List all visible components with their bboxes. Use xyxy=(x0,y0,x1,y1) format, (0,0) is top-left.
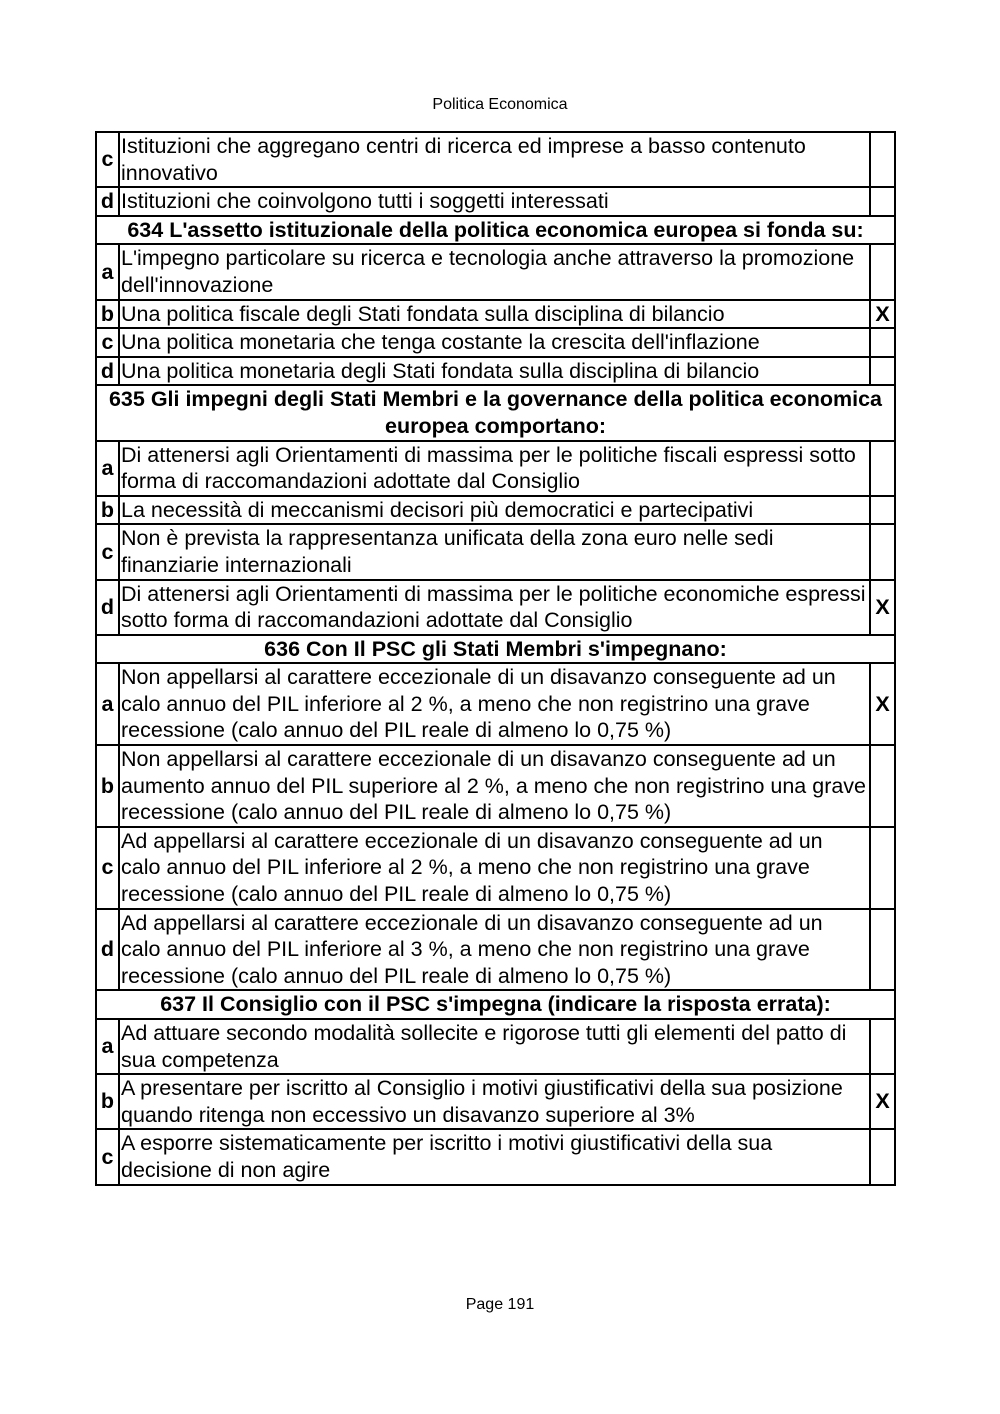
page-header: Politica Economica xyxy=(432,96,568,113)
answer-text: Non appellarsi al carattere eccezionale di un disavanzo conseguente ad un calo annuo del PIL inferiore al 2 %, a meno che non registrino una grave recessione (calo annuo del PIL reale di almeno lo 0,75 %) xyxy=(119,663,870,745)
answer-text: A presentare per iscritto al Consiglio i motivi giustificativi della sua posizione quando ritenga non eccessivo un disavanzo superiore al 3% xyxy=(119,1074,870,1129)
answer-letter: b xyxy=(96,745,119,827)
answer-text: Una politica monetaria degli Stati fondata sulla disciplina di bilancio xyxy=(119,357,870,386)
question-row xyxy=(96,990,895,1019)
answer-row xyxy=(96,580,895,635)
answer-letter: c xyxy=(96,328,119,357)
question-text: 637 Il Consiglio con il PSC s'impegna (indicare la risposta errata): xyxy=(96,990,895,1019)
page-number: Page 191 xyxy=(465,1296,535,1313)
question-row xyxy=(96,216,895,245)
answer-row xyxy=(96,663,895,745)
answer-letter: d xyxy=(96,580,119,635)
quiz-table-body xyxy=(96,132,895,1185)
answer-text: Ad appellarsi al carattere eccezionale di un disavanzo conseguente ad un calo annuo del PIL inferiore al 3 %, a meno che non registrino una grave recessione (calo annuo del PIL reale di almeno lo 0,75 %) xyxy=(119,909,870,991)
answer-mark xyxy=(870,132,895,187)
answer-letter: b xyxy=(96,496,119,525)
answer-letter: d xyxy=(96,187,119,216)
answer-mark xyxy=(870,524,895,579)
answer-mark: X xyxy=(870,300,895,329)
answer-row xyxy=(96,244,895,299)
answer-row xyxy=(96,909,895,991)
answer-letter: b xyxy=(96,300,119,329)
answer-row xyxy=(96,300,895,329)
answer-row xyxy=(96,1129,895,1184)
answer-row xyxy=(96,1019,895,1074)
answer-letter: d xyxy=(96,357,119,386)
answer-text: Una politica fiscale degli Stati fondata sulla disciplina di bilancio xyxy=(119,300,870,329)
answer-mark xyxy=(870,244,895,299)
answer-row xyxy=(96,328,895,357)
question-text: 635 Gli impegni degli Stati Membri e la governance della politica economica europea comportano: xyxy=(96,385,895,440)
answer-mark: X xyxy=(870,1074,895,1129)
answer-mark xyxy=(870,909,895,991)
answer-mark xyxy=(870,827,895,909)
answer-text: Istituzioni che coinvolgono tutti i soggetti interessati xyxy=(119,187,870,216)
answer-text: Ad appellarsi al carattere eccezionale di un disavanzo conseguente ad un calo annuo del PIL inferiore al 2 %, a meno che non registrino una grave recessione (calo annuo del PIL reale di almeno lo 0,75 %) xyxy=(119,827,870,909)
answer-letter: c xyxy=(96,827,119,909)
answer-letter: d xyxy=(96,909,119,991)
question-text: 636 Con Il PSC gli Stati Membri s'impegnano: xyxy=(96,635,895,664)
answer-letter: a xyxy=(96,441,119,496)
answer-letter: c xyxy=(96,1129,119,1184)
answer-mark xyxy=(870,357,895,386)
question-row xyxy=(96,635,895,664)
answer-letter: a xyxy=(96,244,119,299)
answer-row xyxy=(96,132,895,187)
quiz-table xyxy=(95,131,896,1186)
answer-text: A esporre sistematicamente per iscritto i motivi giustificativi della sua decisione di non agire xyxy=(119,1129,870,1184)
answer-mark xyxy=(870,187,895,216)
answer-row xyxy=(96,357,895,386)
answer-text: L'impegno particolare su ricerca e tecnologia anche attraverso la promozione dell'innovazione xyxy=(119,244,870,299)
answer-text: Ad attuare secondo modalità sollecite e rigorose tutti gli elementi del patto di sua competenza xyxy=(119,1019,870,1074)
answer-letter: a xyxy=(96,663,119,745)
question-row xyxy=(96,385,895,440)
answer-letter: a xyxy=(96,1019,119,1074)
answer-text: Non è prevista la rappresentanza unificata della zona euro nelle sedi finanziarie internazionali xyxy=(119,524,870,579)
answer-mark: X xyxy=(870,663,895,745)
answer-text: Di attenersi agli Orientamenti di massima per le politiche fiscali espressi sotto forma di raccomandazioni adottate dal Consiglio xyxy=(119,441,870,496)
answer-mark xyxy=(870,1019,895,1074)
question-text: 634 L'assetto istituzionale della politica economica europea si fonda su: xyxy=(96,216,895,245)
answer-mark xyxy=(870,441,895,496)
answer-text: Istituzioni che aggregano centri di ricerca ed imprese a basso contenuto innovativo xyxy=(119,132,870,187)
answer-mark xyxy=(870,1129,895,1184)
answer-letter: c xyxy=(96,132,119,187)
answer-row xyxy=(96,745,895,827)
answer-mark xyxy=(870,496,895,525)
answer-mark xyxy=(870,328,895,357)
answer-row xyxy=(96,441,895,496)
answer-letter: b xyxy=(96,1074,119,1129)
answer-row xyxy=(96,496,895,525)
answer-text: Una politica monetaria che tenga costante la crescita dell'inflazione xyxy=(119,328,870,357)
answer-mark: X xyxy=(870,580,895,635)
answer-letter: c xyxy=(96,524,119,579)
answer-text: Di attenersi agli Orientamenti di massima per le politiche economiche espressi sotto forma di raccomandazioni adottate dal Consiglio xyxy=(119,580,870,635)
answer-text: Non appellarsi al carattere eccezionale di un disavanzo conseguente ad un aumento annuo del PIL superiore al 2 %, a meno che non registrino una grave recessione (calo annuo del PIL reale di almeno lo 0,75 %) xyxy=(119,745,870,827)
answer-row xyxy=(96,524,895,579)
answer-row xyxy=(96,187,895,216)
answer-mark xyxy=(870,745,895,827)
answer-row xyxy=(96,1074,895,1129)
answer-row xyxy=(96,827,895,909)
answer-text: La necessità di meccanismi decisori più democratici e partecipativi xyxy=(119,496,870,525)
